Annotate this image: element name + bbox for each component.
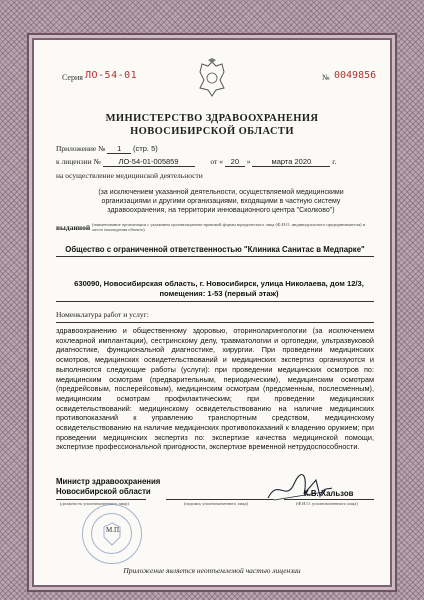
seal-emblem-icon: [101, 521, 123, 547]
signatory-position: [56, 477, 160, 497]
activity-note: (за исключением указанной деятельности, осуществляемой медицинскими организациями и другими организациями, входящими в частную систему здравоохранения, на территории инновационного центра "Сколково"): [98, 189, 344, 215]
organization-address: 630090, Новосибирская область, г. Новосибирск, улица Николаева, дом 12/3, помещения: 1-53 (первый этаж): [74, 279, 364, 299]
signatory-line1: Министр здравоохранения: [56, 477, 161, 486]
appendix-label: Приложение №: [56, 144, 106, 153]
services-text: здравоохранению и общественному здоровью, оториноларингологии (за исключением кохлеарной имплантации), сестринскому делу, травматологии и ортопедии, ультразвуковой диагностике, функциональной диагностике, хирургии. При проведении медицинских осмотров, медицинских освидетельствований и медицинских экспертиз организуются и выполняются следующие работы (услуги): при проведении медицинских осмотров по: медицинским осмотрам (предварительным, периодическим), медицинским осмотрам (предрейсовым, послерейсовым), медицинским осмотрам (предсменным, послесменным), медицинским осмотрам профилактическим; при проведении медицинских освидетельствований: медицинскому освидетельствованию на наличие медицинских противопоказаний к управлению транспортным средством, медицинскому освидетельствованию на наличие медицинских противопоказаний к владению оружием; при проведении медицинских экспертиз по: экспертизе качества медицинской помощи, экспертизе профессиональной пригодности, экспертизе временной нетрудоспособности.: [56, 326, 374, 452]
series-label: Серия: [62, 73, 83, 82]
issued-hint: (наименование организации с указанием организационно-правовой формы юридического лица (Ф.И.О. индивидуального предпринимателя) и место нахождения объекта): [92, 222, 365, 233]
ministry-title: МИНИСТЕРСТВО ЗДРАВООХРАНЕНИЯ: [105, 113, 319, 124]
signature-hint: (подпись уполномоченного лица): [184, 501, 248, 506]
document-body: [34, 40, 390, 585]
seal-mp-label: М.П.: [106, 526, 121, 534]
signatory-name: К.В. Хальзов: [304, 489, 354, 498]
signatory-name-hint: (Ф.И.О. уполномоченного лица): [296, 501, 358, 506]
license-year-suffix: г.: [332, 157, 337, 166]
series-value: ЛО-54-01: [85, 70, 138, 81]
license-number: ЛО-54-01-005859: [103, 157, 195, 167]
coat-of-arms-icon: [194, 58, 230, 100]
organization-name: Общество с ограниченной ответственностью "Клиника Санитас в Медпарке": [65, 245, 365, 254]
license-day: 20: [225, 157, 245, 167]
appendix-number: 1: [107, 144, 131, 154]
license-month: марта 2020: [252, 157, 330, 167]
number-label: №: [322, 73, 330, 82]
issued-label: выданной: [56, 223, 91, 232]
license-line: [56, 157, 376, 167]
appendix-line: [56, 144, 158, 154]
activity-heading: на осуществление медицинской деятельности: [56, 171, 203, 180]
license-day-close: »: [246, 157, 251, 166]
signatory-line2: Новосибирской области: [56, 487, 151, 497]
footer-note: Приложение является неотъемлемой частью лицензии: [123, 566, 301, 575]
services-heading: Номенклатура работ и услуг:: [56, 310, 149, 319]
form-number: 0049856: [334, 70, 377, 81]
license-label: к лицензии №: [56, 157, 101, 166]
license-from: от «: [210, 157, 223, 166]
signatory-role-hint: (должность уполномоченного лица): [60, 501, 129, 506]
region-title: НОВОСИБИРСКОЙ ОБЛАСТИ: [130, 126, 294, 137]
appendix-page: (стр. 5): [133, 144, 158, 153]
official-seal: [82, 504, 142, 564]
